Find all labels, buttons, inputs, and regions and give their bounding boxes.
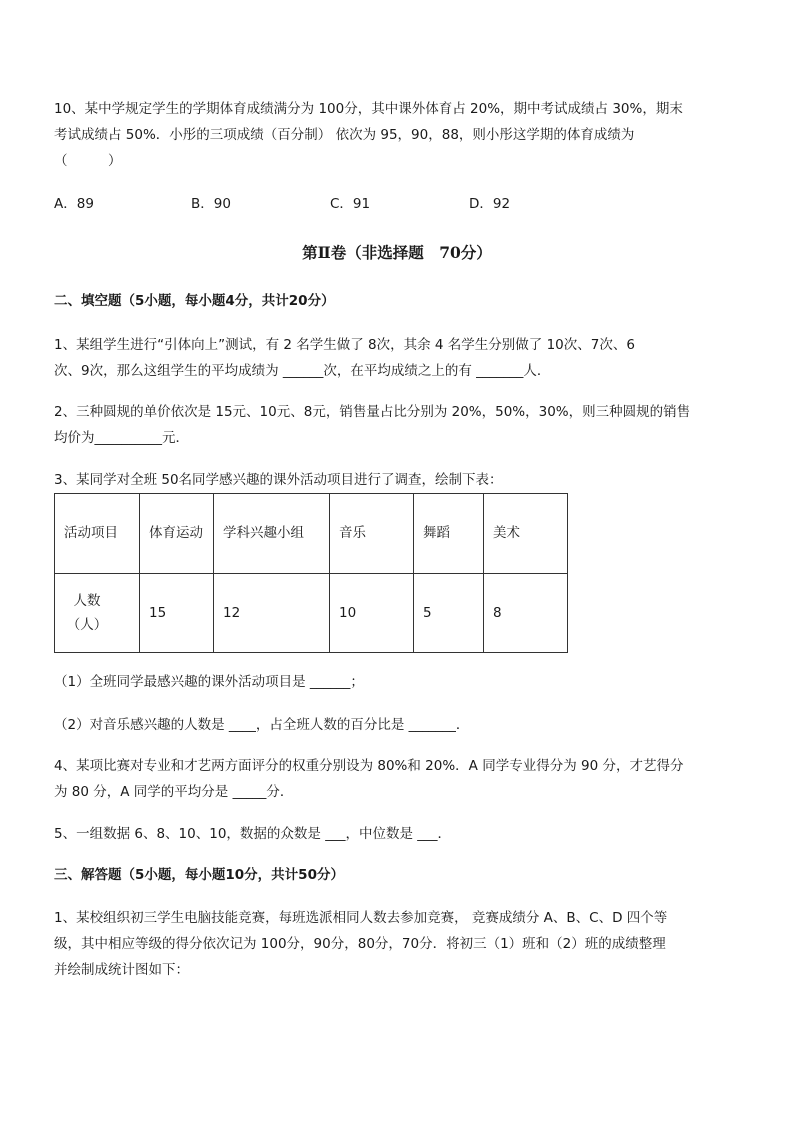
q10-options <box>54 194 510 214</box>
fill-q5-line-1: 5、一组数据 6、8、10、10，数据的众数是 ___，中位数是 ___． <box>54 826 451 842</box>
fill-q1-line-2: 次、9次，那么这组学生的平均成绩为 ______次，在平均成绩之上的有 _______人． <box>54 363 551 379</box>
header-cell: 活动项目 <box>55 494 140 574</box>
fill-q1-line-1: 1、某组学生进行“引体向上”测试，有 2 名学生做了 8次，其余 4 名学生分别做了 10次、7次、6 <box>54 337 635 353</box>
fill-q4-line-1: 4、某项比赛对专业和才艺两方面评分的权重分别设为 80%和 20%．A 同学专业得分为 90 分，才艺得分 <box>54 758 684 774</box>
solve-section-heading: 三、解答题（5小题，每小题10分，共计50分） <box>54 867 344 883</box>
option-d: D．92 <box>469 196 511 212</box>
row-label-cell: 人数（人） <box>55 574 140 653</box>
header-cell: 学科兴趣小组 <box>214 494 330 574</box>
option-c: C．91 <box>330 196 371 212</box>
table-data-row <box>55 574 568 653</box>
option-b: B．90 <box>191 196 231 212</box>
header-cell: 美术 <box>484 494 568 574</box>
part2-title: 第Ⅱ卷（非选择题 70分） <box>302 243 492 262</box>
fill-q2-line-1: 2、三种圆规的单价依次是 15元、10元、8元，销售量占比分别为 20%，50%，30%，则三种圆规的销售 <box>54 404 691 420</box>
fill-q3-sub-1: （1）全班同学最感兴趣的课外活动项目是 ______； <box>54 674 364 690</box>
header-cell: 体育运动 <box>140 494 214 574</box>
value-cell: 8 <box>484 574 568 653</box>
q10-answer-blank: （ ） <box>54 153 122 169</box>
solve-q1-line-2: 级，其中相应等级的得分依次记为 100分，90分，80分，70分．将初三（1）班和（2）班的成绩整理 <box>54 936 666 952</box>
q10-line-2: 考试成绩占 50%．小彤的三项成绩（百分制） 依次为 95，90，88，则小彤这学期的体育成绩为 <box>54 127 635 143</box>
value-cell: 10 <box>330 574 414 653</box>
fill-q4-line-2: 为 80 分，A 同学的平均分是 _____分． <box>54 784 294 800</box>
solve-q1-line-1: 1、某校组织初三学生电脑技能竞赛，每班选派相同人数去参加竞赛， 竞赛成绩分 A、B、C、D 四个等 <box>54 910 668 926</box>
fill-q2-line-2: 均价为__________元． <box>54 430 189 446</box>
q10-line-1: 10、某中学规定学生的学期体育成绩满分为 100分，其中课外体育占 20%，期中考试成绩占 30%，期末 <box>54 101 683 117</box>
activity-survey-table <box>54 493 568 653</box>
option-a: A．89 <box>54 196 94 212</box>
value-cell: 5 <box>414 574 484 653</box>
solve-q1-line-3: 并绘制成统计图如下： <box>54 962 189 978</box>
value-cell: 15 <box>140 574 214 653</box>
fill-section-heading: 二、填空题（5小题，每小题4分，共计20分） <box>54 293 335 309</box>
table-header-row <box>55 494 568 574</box>
value-cell: 12 <box>214 574 330 653</box>
header-cell: 舞蹈 <box>414 494 484 574</box>
fill-q3-sub-2: （2）对音乐感兴趣的人数是 ____，占全班人数的百分比是 _______． <box>54 717 470 733</box>
header-cell: 音乐 <box>330 494 414 574</box>
fill-q3-line-1: 3、某同学对全班 50名同学感兴趣的课外活动项目进行了调查，绘制下表： <box>54 472 503 488</box>
